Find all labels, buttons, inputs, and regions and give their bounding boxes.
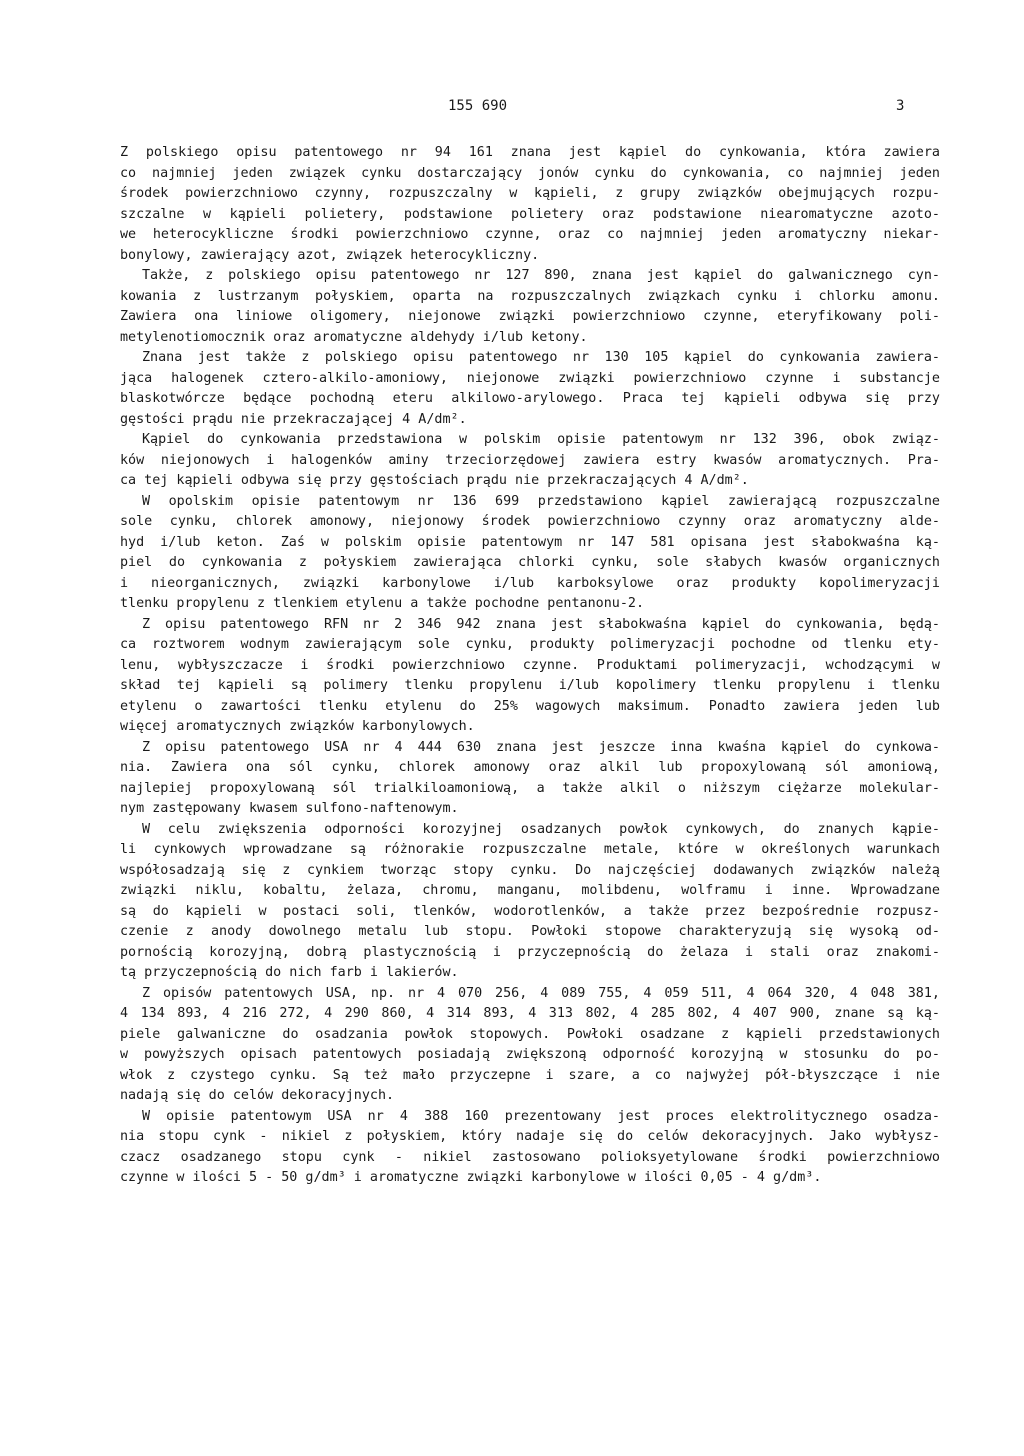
text-line: we heterocykliczne środki powierzchniowo czynne, oraz co najmniej jeden aromatyczny niekar- xyxy=(120,227,940,242)
document-number: 155 690 xyxy=(448,98,508,114)
text-line: gęstości prądu nie przekraczającej 4 A/dm². xyxy=(120,411,467,427)
text-line: blaskotwórcze będące pochodną eteru alkilowo-arylowego. Praca tej kąpieli odbywa się przy xyxy=(120,391,940,406)
text-line: Z opisu patentowego RFN nr 2 346 942 znana jest słabokwaśna kąpiel do cynkowania, będą- xyxy=(142,616,940,632)
text-line: środek powierzchniowo czynny, rozpuszczalny w kąpieli, z grupy związków obejmujących rozpu- xyxy=(120,186,940,201)
text-line: Z opisów patentowych USA, np. nr 4 070 256, 4 089 755, 4 059 511, 4 064 320, 4 048 381, xyxy=(142,985,940,1001)
text-line: szczalne w kąpieli polietery, podstawione polietery oraz podstawione niearomatyczne azoto- xyxy=(120,206,940,222)
paragraph xyxy=(120,820,940,984)
text-line: W opolskim opisie patentowym nr 136 699 przedstawiono kąpiel zawierającą rozpuszczalne xyxy=(142,493,940,509)
paragraph xyxy=(120,348,940,430)
text-line: hyd i/lub keton. Zaś w polskim opisie patentowym nr 147 581 opisana jest słabokwaśna ką- xyxy=(120,534,940,550)
text-line: więcej aromatycznych związków karbonylowych. xyxy=(120,719,475,734)
paragraph xyxy=(120,984,940,1107)
text-line: 4 134 893, 4 216 272, 4 290 860, 4 314 893, 4 313 802, 4 285 802, 4 407 900, znane są ką- xyxy=(120,1006,940,1021)
text-line: piele galwaniczne do osadzania powłok stopowych. Powłoki osadzane z kąpieli przedstawionych xyxy=(120,1026,940,1042)
text-line: W opisie patentowym USA nr 4 388 160 prezentowany jest proces elektrolitycznego osadza- xyxy=(142,1108,940,1124)
text-line: co najmniej jeden związek cynku dostarczający jonów cynku do cynkowania, co najmniej jeden xyxy=(120,165,940,181)
text-line: nia stopu cynk - nikiel z połyskiem, który nadaje się do celów dekoracyjnych. Jako wybłysz- xyxy=(120,1129,940,1144)
text-line: Znana jest także z polskiego opisu patentowego nr 130 105 kąpiel do cynkowania zawiera- xyxy=(142,350,940,365)
text-line: nadają się do celów dekoracyjnych. xyxy=(120,1088,395,1103)
text-line: piel do cynkowania z połyskiem zawierająca chlorki cynku, sole słabych kwasów organicznych xyxy=(120,555,940,570)
text-line: tlenku propylenu z tlenkiem etylenu a także pochodne pentanonu-2. xyxy=(120,596,645,611)
text-line: najlepiej propoxylowaną sól trialkiloamoniową, a także alkil o niższym ciężarze molekular- xyxy=(120,780,940,796)
text-line: czacz osadzanego stopu cynk - nikiel zastosowano polioksyetylowane środki powierzchniowo xyxy=(120,1149,940,1165)
page-number: 3 xyxy=(896,98,905,114)
text-line: ków niejonowych i halogenków aminy trzeciorzędowej zawiera estry kwasów aromatycznych. Pra- xyxy=(120,452,940,468)
text-line: bonylowy, zawierający azot, związek heterocykliczny. xyxy=(120,247,540,263)
paragraph xyxy=(120,266,940,348)
text-line: li cynkowych wprowadzane są różnorakie rozpuszczalne metale, które w określonych warunkach xyxy=(120,842,940,857)
text-line: pornością korozyjną, dobrą plastycznością i przyczepnością do żelaza i stali oraz znakomi- xyxy=(120,944,940,960)
document-body xyxy=(120,143,940,1189)
text-line: jąca halogenek cztero-alkilo-amoniowy, niejonowe związki powierzchniowo czynne i substancje xyxy=(120,370,940,386)
text-line: kowania z lustrzanym połyskiem, oparta na rozpuszczalnych związkach cynku i chlorku amonu. xyxy=(120,288,940,304)
paragraph xyxy=(120,738,940,820)
text-line: i nieorganicznych, związki karbonylowe i/lub karboksylowe oraz produkty kopolimeryzacji xyxy=(120,575,940,591)
text-line: Z opisu patentowego USA nr 4 444 630 znana jest jeszcze inna kwaśna kąpiel do cynkowa- xyxy=(142,739,940,755)
text-line: są do kąpieli w postaci soli, tlenków, wodorotlenków, a także przez bezpośrednie rozpusz- xyxy=(120,903,940,919)
text-line: czynne w ilości 5 - 50 g/dm³ i aromatyczne związki karbonylowe w ilości 0,05 - 4 g/dm³. xyxy=(120,1170,822,1185)
text-line: etylenu o zawartości tlenku etylenu do 25% wagowych maksimum. Ponadto zawiera jeden lub xyxy=(120,698,940,714)
paragraph xyxy=(120,430,940,492)
text-line: lenu, wybłyszczacze i środki powierzchniowo czynne. Produktami polimeryzacji, wchodzącymi w xyxy=(120,657,940,673)
text-line: w powyższych opisach patentowych posiadają zwiększoną odporność korozyjną w stosunku do po- xyxy=(120,1047,940,1062)
text-line: czenie z anody dowolnego metalu lub stopu. Powłoki stopowe charakteryzują się wysoką od- xyxy=(120,924,940,939)
text-line: ca tej kąpieli odbywa się przy gęstościach prądu nie przekraczających 4 A/dm². xyxy=(120,473,749,488)
text-line: nia. Zawiera ona sól cynku, chlorek amonowy oraz alkil lub propoxylowaną sól amoniową, xyxy=(120,760,940,775)
paragraph xyxy=(120,492,940,615)
paragraph xyxy=(120,1107,940,1189)
text-line: współosadzają się z cynkiem tworząc stopy cynku. Do najczęściej dodawanych związków należą xyxy=(120,862,940,878)
text-line: W celu zwiększenia odporności korozyjnej osadzanych powłok cynkowych, do znanych kąpie- xyxy=(142,821,940,837)
text-line: Także, z polskiego opisu patentowego nr 127 890, znana jest kąpiel do galwanicznego cyn- xyxy=(142,268,940,283)
text-line: Kąpiel do cynkowania przedstawiona w polskim opisie patentowym nr 132 396, obok związ- xyxy=(142,432,940,447)
text-line: tą przyczepnością do nich farb i lakierów. xyxy=(120,965,459,980)
text-line: ca roztworem wodnym zawierającym sole cynku, produkty polimeryzacji pochodne od tlenku ety- xyxy=(120,637,940,652)
paragraph xyxy=(120,143,940,266)
text-line: włok z czystego cynku. Są też mało przyczepne i szare, a co najwyżej pół-błyszczące i nie xyxy=(120,1067,940,1083)
text-line: związki niklu, kobaltu, żelaza, chromu, manganu, molibdenu, wolframu i inne. Wprowadzane xyxy=(120,883,940,898)
text-line: Zawiera ona liniowe oligomery, niejonowe związki powierzchniowo czynne, eteryfikowany poli- xyxy=(120,309,940,324)
text-line: nym zastępowany kwasem sulfono-naftenowym. xyxy=(120,801,459,816)
paragraph xyxy=(120,615,940,738)
text-line: sole cynku, chlorek amonowy, niejonowy środek powierzchniowo czynny oraz aromatyczny alde- xyxy=(120,514,940,529)
text-line: metylenotiomocznik oraz aromatyczne aldehydy i/lub ketony. xyxy=(120,329,588,345)
text-line: skład tej kąpieli są polimery tlenku propylenu i/lub kopolimery tlenku propylenu i tlenku xyxy=(120,678,940,693)
text-line: Z polskiego opisu patentowego nr 94 161 znana jest kąpiel do cynkowania, która zawiera xyxy=(120,145,940,160)
